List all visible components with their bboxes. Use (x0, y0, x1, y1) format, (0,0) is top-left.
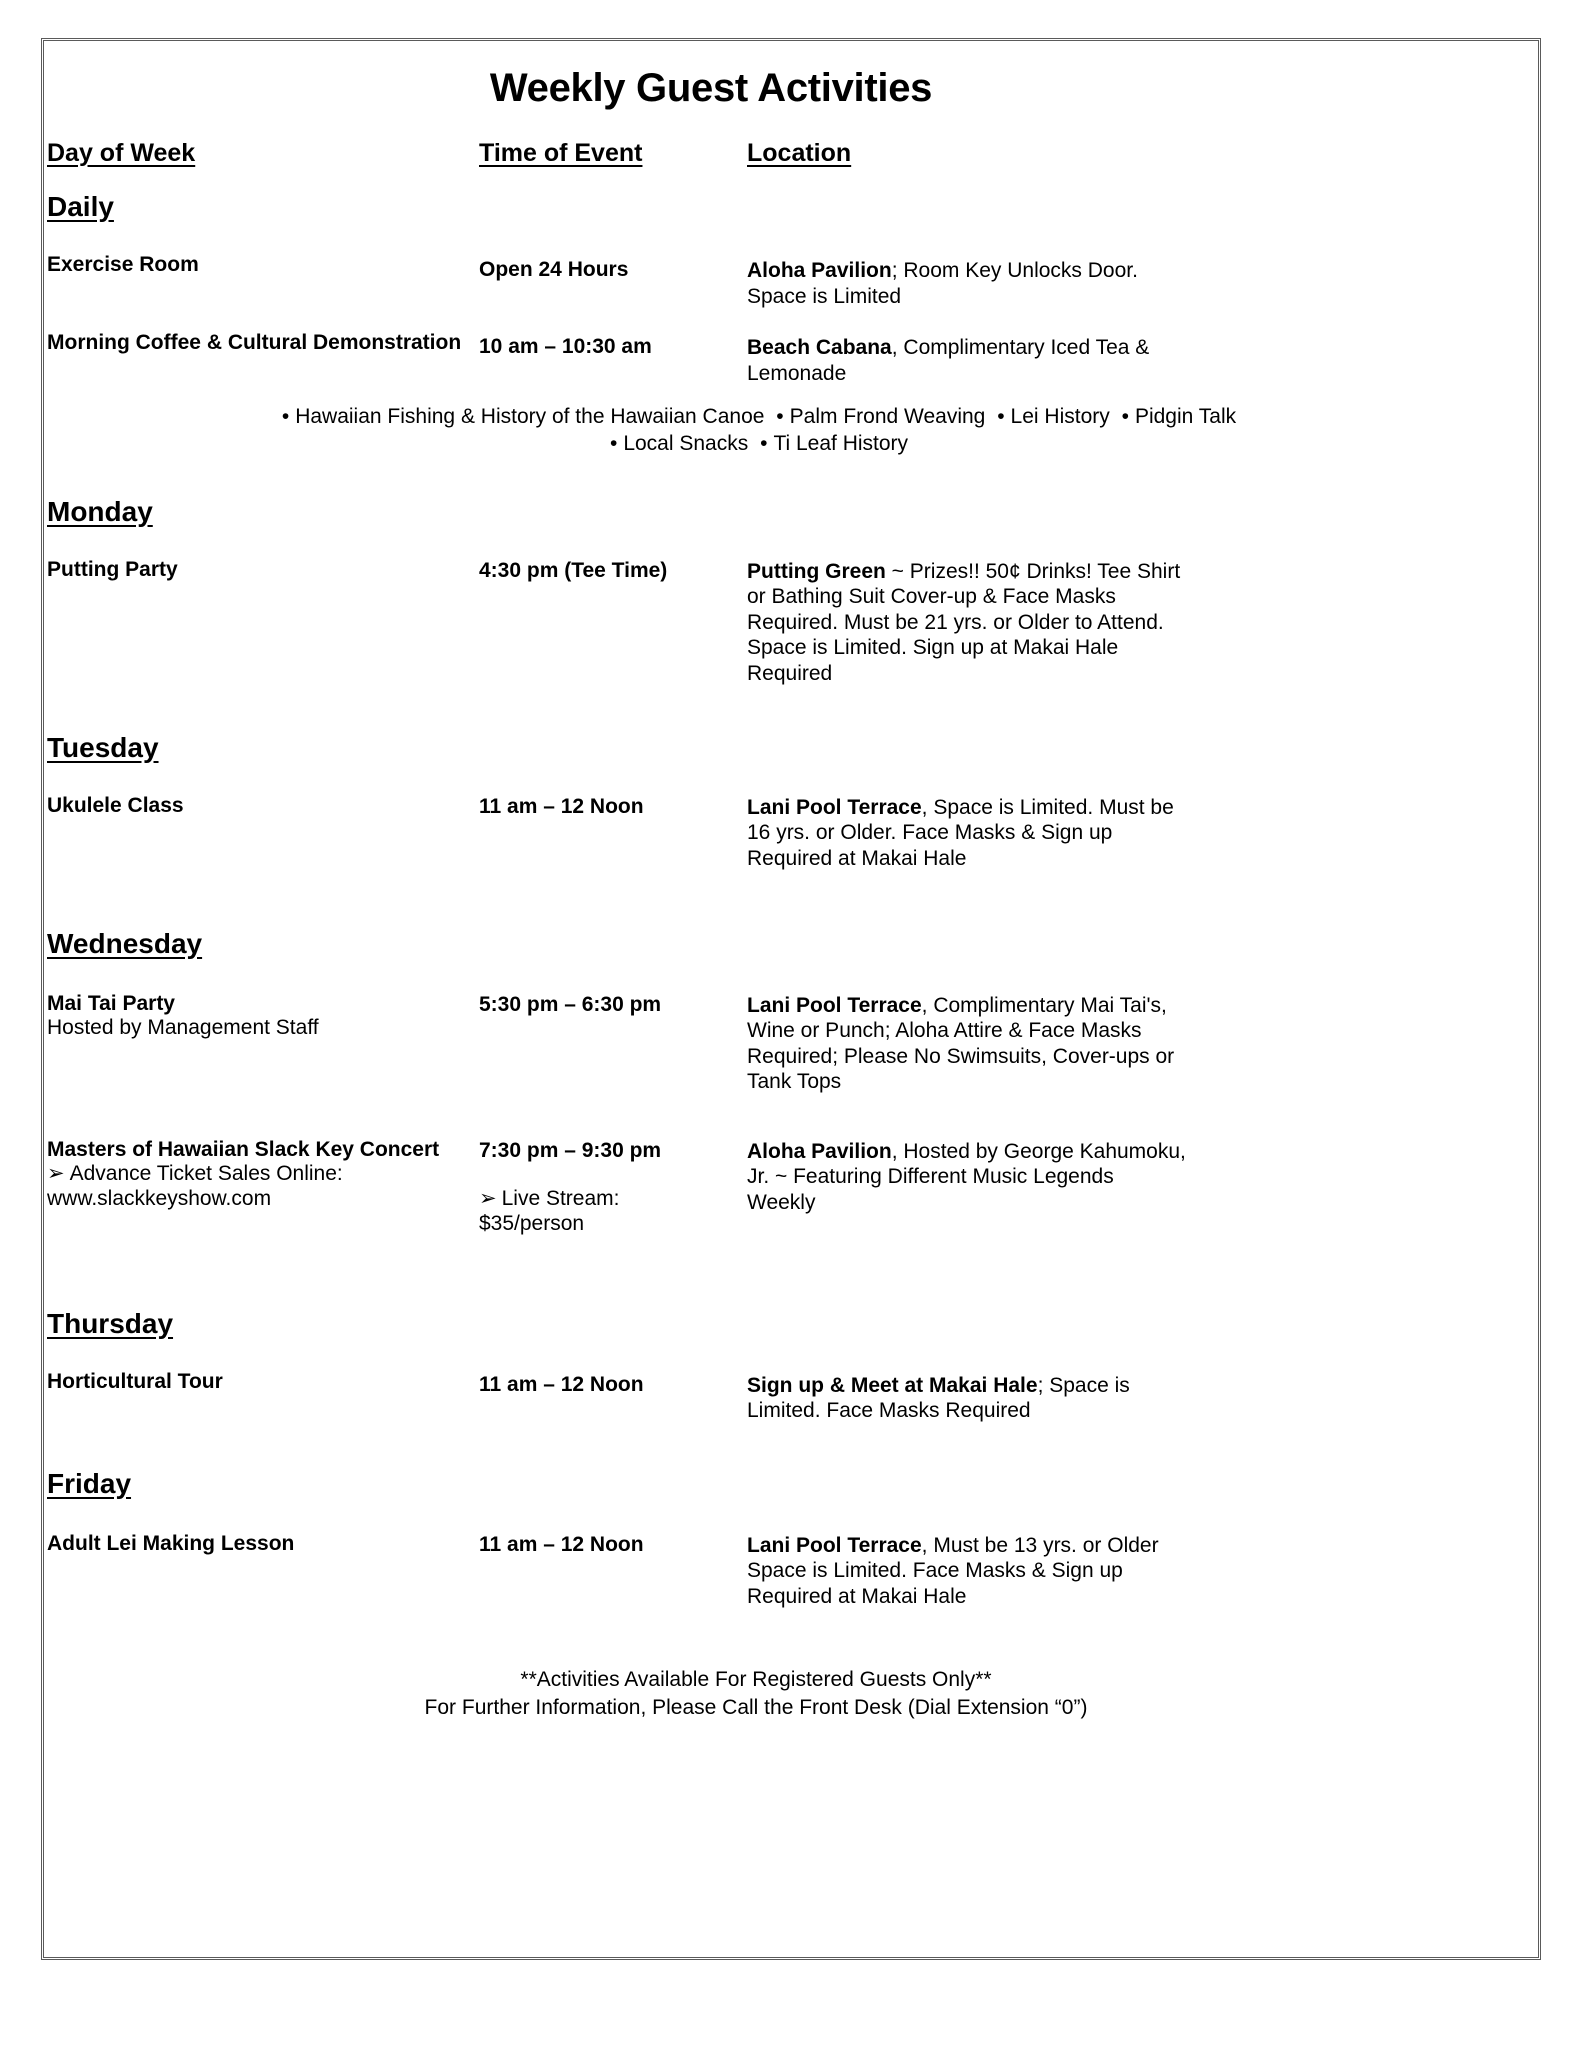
day-heading-daily: Daily (47, 191, 114, 222)
location-detail: , Complimentary Mai Tai's, Wine or Punch; Aloha Attire & Face Masks Required; Please No Swimsuits, Cover-ups or Tank Tops (747, 993, 1175, 1094)
bullet-dot-icon: • (997, 405, 1005, 428)
activity-name: Mai Tai Party (47, 991, 175, 1015)
page-title: Weekly Guest Activities (489, 66, 933, 110)
bullet-item: Lei History (1010, 405, 1110, 428)
event-time (479, 559, 734, 584)
event-location (747, 993, 1187, 1095)
location-venue: Beach Cabana (747, 336, 892, 359)
bullet-item: Palm Frond Weaving (789, 405, 986, 428)
activity-name: Putting Party (47, 557, 178, 581)
day-heading-friday: Friday (47, 1467, 132, 1499)
column-header-row (47, 139, 1535, 181)
event-row (47, 992, 1535, 1138)
location-detail: , Hosted by George Kahumoku, Jr. ~ Featuring Different Music Legends Weekly (747, 1139, 1186, 1214)
event-activity (47, 253, 467, 278)
location-detail: ~ Prizes!! 50¢ Drinks! Tee Shirt or Bathing Suit Cover-up & Face Masks Required. Must be 21 yrs. or Older to Attend. Space is Limited. Sign up at Makai Hale Required (747, 559, 1181, 686)
location-detail: , Complimentary Iced Tea & Lemonade (747, 336, 1150, 385)
location-detail: ; Space is Limited. Face Masks Required (747, 1373, 1130, 1423)
location-venue: Lani Pool Terrace (747, 993, 922, 1017)
location-text (747, 1373, 1187, 1424)
day-heading-tuesday: Tuesday (47, 731, 159, 763)
time-text: 5:30 pm – 6:30 pm (479, 992, 662, 1016)
live-stream-label: Live Stream: (501, 1187, 620, 1211)
bullet-dot-icon: • (281, 405, 290, 428)
location-text (747, 795, 1187, 872)
event-time (479, 795, 734, 820)
event-location (747, 795, 1187, 872)
column-header-time: Time of Event (479, 139, 643, 167)
time-text: Open 24 Hours (479, 258, 629, 281)
event-location (747, 258, 1187, 309)
event-time (479, 993, 734, 1018)
event-location (747, 559, 1187, 687)
event-time (479, 1139, 734, 1237)
bullet-dot-icon: • (760, 432, 768, 456)
bullet-dot-icon: • (609, 432, 618, 456)
event-location (747, 335, 1187, 386)
location-venue: Lani Pool Terrace (747, 1533, 922, 1557)
activity-name: Ukulele Class (47, 793, 184, 817)
ticket-sales-label: Advance Ticket Sales Online: (69, 1162, 343, 1186)
activity-subtitle: Hosted by Management Staff (47, 1016, 319, 1040)
location-venue: Aloha Pavilion (747, 259, 892, 282)
location-text (747, 335, 1187, 386)
event-activity (47, 1138, 467, 1212)
activity-name: Morning Coffee & Cultural Demonstration (47, 331, 462, 354)
daily-bullet-list (47, 403, 1535, 458)
day-heading-monday: Monday (47, 495, 153, 527)
location-venue: Sign up & Meet at Makai Hale (747, 1373, 1038, 1397)
location-text (747, 1139, 1187, 1216)
event-row (47, 331, 1535, 403)
time-text: 7:30 pm – 9:30 pm (479, 1138, 662, 1162)
location-text (747, 993, 1187, 1095)
bullet-item: Pidgin Talk (1134, 405, 1237, 428)
footer-line-2: For Further Information, Please Call the Front Desk (Dial Extension “0”) (424, 1695, 1088, 1719)
event-time (479, 1373, 734, 1398)
event-time (479, 1533, 734, 1558)
bullet-item: Ti Leaf History (773, 432, 909, 456)
location-venue: Putting Green (747, 559, 886, 583)
location-text (747, 258, 1187, 309)
event-activity (47, 331, 467, 356)
event-location (747, 1139, 1187, 1216)
activity-name: Exercise Room (47, 253, 199, 276)
activity-name: Masters of Hawaiian Slack Key Concert (47, 1137, 440, 1161)
time-text: 4:30 pm (Tee Time) (479, 558, 668, 582)
location-venue: Lani Pool Terrace (747, 795, 922, 819)
time-text: 11 am – 12 Noon (479, 1532, 644, 1556)
event-activity (47, 992, 467, 1042)
event-activity (47, 1532, 467, 1557)
event-location (747, 1373, 1187, 1424)
event-row (47, 794, 1535, 914)
event-time (479, 335, 734, 360)
event-activity (47, 1370, 467, 1395)
event-row (47, 1532, 1535, 1648)
arrow-bullet-icon: ➢ (47, 1162, 65, 1186)
bullet-item: Local Snacks (623, 432, 749, 456)
location-detail: , Space is Limited. Must be 16 yrs. or Older. Face Masks & Sign up Required at Makai Hale (747, 795, 1174, 870)
bullet-item: Hawaiian Fishing & History of the Hawaiian Canoe (295, 405, 765, 428)
arrow-bullet-icon: ➢ (479, 1187, 497, 1211)
bullet-row (47, 403, 1465, 430)
time-text: 11 am – 12 Noon (479, 794, 644, 818)
footer-line-1: **Activities Available For Registered Guests Only** (520, 1667, 992, 1691)
footer-note (47, 1666, 1535, 1723)
activity-name: Horticultural Tour (47, 1369, 223, 1393)
location-text (747, 1533, 1187, 1610)
live-stream-price: $35/person (479, 1212, 585, 1236)
column-header-location: Location (747, 139, 852, 167)
event-row (47, 1138, 1535, 1270)
bullet-dot-icon: • (1121, 405, 1129, 428)
location-venue: Aloha Pavilion (747, 1139, 892, 1163)
event-activity (47, 558, 467, 583)
event-location (747, 1533, 1187, 1610)
document-sheet (47, 44, 1535, 1954)
location-detail: , Must be 13 yrs. or Older Space is Limited. Face Masks & Sign up Required at Makai Hale (747, 1533, 1159, 1608)
event-time (479, 258, 734, 283)
time-text: 10 am – 10:30 am (479, 335, 652, 358)
event-row (47, 1370, 1535, 1464)
day-heading-wednesday: Wednesday (47, 927, 203, 959)
event-row (47, 253, 1535, 331)
bullet-dot-icon: • (776, 405, 784, 428)
time-text: 11 am – 12 Noon (479, 1372, 644, 1396)
activity-link-line (47, 1162, 467, 1187)
bullet-row (47, 430, 1465, 457)
event-row (47, 558, 1535, 726)
live-stream-line (479, 1187, 734, 1212)
event-activity (47, 794, 467, 819)
location-detail: ; Room Key Unlocks Door. Space is Limited (747, 259, 1138, 308)
day-heading-thursday: Thursday (47, 1307, 174, 1339)
ticket-url[interactable]: www.slackkeyshow.com (47, 1187, 272, 1211)
location-text (747, 559, 1187, 687)
activity-name: Adult Lei Making Lesson (47, 1531, 295, 1555)
column-header-day: Day of Week (47, 139, 196, 167)
